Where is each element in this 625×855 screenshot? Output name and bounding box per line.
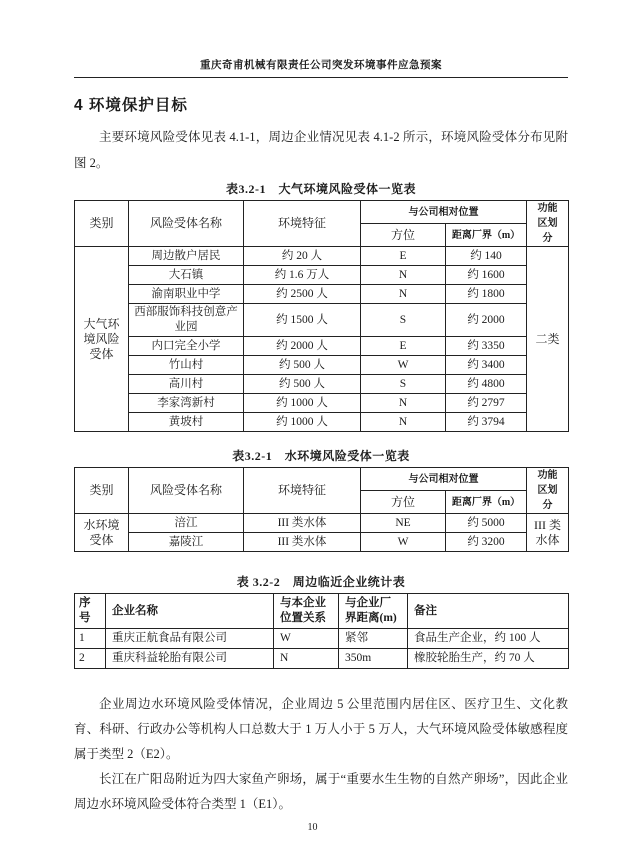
page-content [74, 0, 568, 817]
table-row [75, 514, 569, 533]
water-table-title: 表3.2-1 水环境风险受体一览表 [232, 449, 410, 463]
table-row [75, 413, 569, 432]
air-risk-table [74, 200, 569, 432]
cell-receptor-name: 嘉陵江 [129, 533, 244, 552]
cell-direction: W [361, 356, 446, 375]
section-heading: 4 环境保护目标 [74, 97, 188, 114]
table-row [75, 629, 569, 649]
intro-paragraph: 主要环境风险受体见表 4.1-1，周边企业情况见表 4.1-2 所示，环境风险受体分布见附图 2。 [74, 130, 568, 170]
cell-env-feature: 约 1500 人 [244, 304, 361, 337]
cell-env-feature: 约 2000 人 [244, 337, 361, 356]
col-header-category: 类别 [75, 201, 129, 247]
col-header-relation: 与本企业位置关系 [274, 594, 339, 629]
table-header-row [75, 468, 569, 491]
table-row [75, 285, 569, 304]
cell-category: 大气环境风险受体 [75, 247, 129, 432]
cell-boundary-distance: 紧邻 [339, 629, 408, 649]
col-header-direction: 方位 [361, 224, 446, 247]
col-header-receptor: 风险受体名称 [129, 468, 244, 514]
cell-distance: 约 140 [446, 247, 527, 266]
cell-env-feature: 约 2500 人 [244, 285, 361, 304]
cell-enterprise-name: 重庆正航食品有限公司 [106, 629, 274, 649]
cell-receptor-name: 渝南职业中学 [129, 285, 244, 304]
table-header-row [75, 201, 569, 224]
cell-env-feature: 约 1.6 万人 [244, 266, 361, 285]
cell-direction: N [361, 413, 446, 432]
table-row [75, 304, 569, 337]
col-header-feature: 环境特征 [244, 468, 361, 514]
table-row [75, 247, 569, 266]
cell-no: 2 [75, 649, 106, 669]
col-header-category: 类别 [75, 468, 129, 514]
cell-enterprise-name: 重庆科益轮胎有限公司 [106, 649, 274, 669]
cell-zone: 二类 [527, 247, 569, 432]
water-assessment-paragraph: 长江在广阳岛附近为四大家鱼产卵场，属于“重要水生生物的自然产卵场”，因此企业周边水环境风险受体符合类型 1（E1）。 [74, 772, 568, 811]
cell-receptor-name: 竹山村 [129, 356, 244, 375]
table-header-row [75, 594, 569, 629]
table-row [75, 375, 569, 394]
page-header-title: 重庆奇甫机械有限责任公司突发环境事件应急预案 [74, 57, 568, 78]
cell-distance: 约 3794 [446, 413, 527, 432]
cell-distance: 约 4800 [446, 375, 527, 394]
cell-boundary-distance: 350m [339, 649, 408, 669]
air-assessment-paragraph: 企业周边水环境风险受体情况，企业周边 5 公里范围内居住区、医疗卫生、文化教育、科研、行政办公等机构人口总数大于 1 万人小于 5 万人，大气环境风险受体敏感程度属于类型 2（E2）。 [74, 697, 568, 761]
cell-category: 水环境受体 [75, 514, 129, 552]
col-header-position-group: 与公司相对位置 [361, 468, 527, 491]
table-row [75, 394, 569, 413]
cell-direction: W [361, 533, 446, 552]
cell-env-feature: 约 500 人 [244, 375, 361, 394]
cell-env-feature: 约 1000 人 [244, 413, 361, 432]
col-header-no: 序号 [75, 594, 106, 629]
cell-receptor-name: 西部服饰科技创意产业园 [129, 304, 244, 337]
cell-distance: 约 5000 [446, 514, 527, 533]
cell-distance: 约 3400 [446, 356, 527, 375]
cell-no: 1 [75, 629, 106, 649]
col-header-boundary-distance: 与企业厂界距离(m) [339, 594, 408, 629]
cell-receptor-name: 涪江 [129, 514, 244, 533]
cell-env-feature: 约 1000 人 [244, 394, 361, 413]
cell-receptor-name: 周边散户居民 [129, 247, 244, 266]
cell-direction: N [361, 266, 446, 285]
col-header-distance: 距离厂界（m） [446, 224, 527, 247]
col-header-note: 备注 [408, 594, 569, 629]
col-header-zone: 功能区划分 [527, 201, 569, 247]
table-row [75, 649, 569, 669]
cell-direction: N [361, 394, 446, 413]
col-header-direction: 方位 [361, 491, 446, 514]
col-header-distance: 距离厂界（m） [446, 491, 527, 514]
cell-env-feature: III 类水体 [244, 514, 361, 533]
cell-note: 食品生产企业，约 100 人 [408, 629, 569, 649]
col-header-enterprise-name: 企业名称 [106, 594, 274, 629]
cell-distance: 约 2000 [446, 304, 527, 337]
col-header-feature: 环境特征 [244, 201, 361, 247]
enterprise-table [74, 593, 569, 669]
cell-zone: III 类水体 [527, 514, 569, 552]
col-header-position-group: 与公司相对位置 [361, 201, 527, 224]
cell-receptor-name: 高川村 [129, 375, 244, 394]
cell-receptor-name: 李家湾新村 [129, 394, 244, 413]
cell-env-feature: 约 500 人 [244, 356, 361, 375]
cell-distance: 约 3200 [446, 533, 527, 552]
col-header-zone: 功能区划分 [527, 468, 569, 514]
table-row [75, 533, 569, 552]
cell-direction: E [361, 247, 446, 266]
table-row [75, 356, 569, 375]
table-row [75, 266, 569, 285]
cell-receptor-name: 大石镇 [129, 266, 244, 285]
cell-direction: S [361, 304, 446, 337]
cell-receptor-name: 内口完全小学 [129, 337, 244, 356]
cell-direction: NE [361, 514, 446, 533]
cell-relation: N [274, 649, 339, 669]
table-row [75, 337, 569, 356]
cell-direction: S [361, 375, 446, 394]
col-header-receptor: 风险受体名称 [129, 201, 244, 247]
cell-note: 橡胶轮胎生产，约 70 人 [408, 649, 569, 669]
enterprise-table-title: 表 3.2-2 周边临近企业统计表 [236, 575, 406, 589]
cell-env-feature: III 类水体 [244, 533, 361, 552]
air-table-title: 表3.2-1 大气环境风险受体一览表 [226, 182, 416, 196]
cell-distance: 约 3350 [446, 337, 527, 356]
page-number: 10 [307, 822, 318, 833]
cell-direction: N [361, 285, 446, 304]
cell-receptor-name: 黄坡村 [129, 413, 244, 432]
water-risk-table [74, 467, 569, 552]
cell-distance: 约 1600 [446, 266, 527, 285]
cell-direction: E [361, 337, 446, 356]
cell-distance: 约 1800 [446, 285, 527, 304]
cell-env-feature: 约 20 人 [244, 247, 361, 266]
cell-relation: W [274, 629, 339, 649]
cell-distance: 约 2797 [446, 394, 527, 413]
